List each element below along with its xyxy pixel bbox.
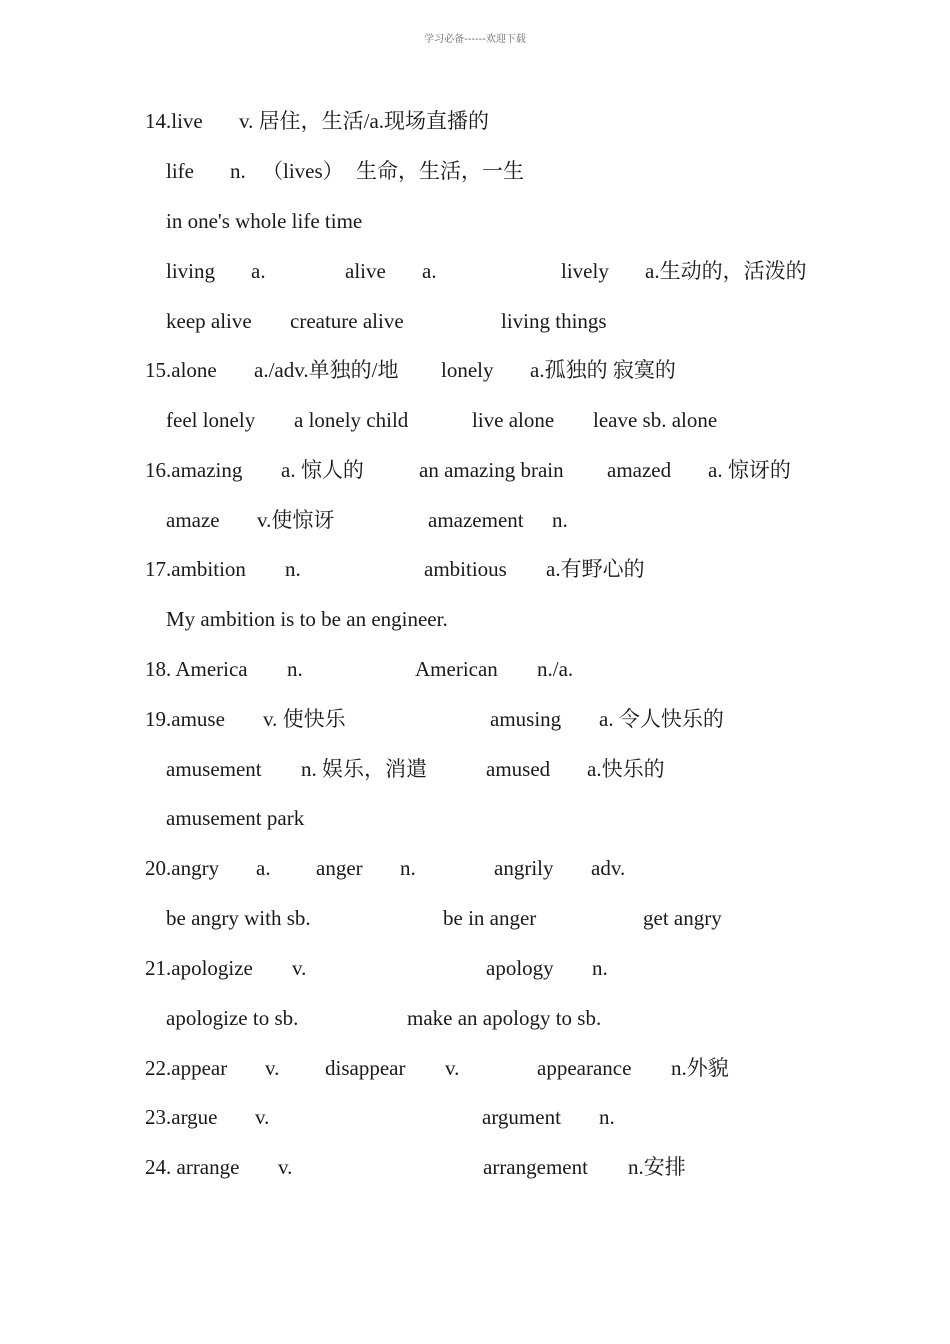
vocab-line [0, 1152, 950, 1182]
vocab-term: 20.angry [145, 856, 220, 880]
vocab-term: 22.appear [145, 1056, 228, 1080]
vocab-detail: be in anger [443, 906, 537, 930]
vocab-line [0, 853, 950, 883]
vocab-detail: argument [482, 1105, 561, 1129]
vocab-detail: v. 居住，生活/a.现场直播的 [239, 109, 490, 133]
vocab-line [0, 505, 950, 535]
vocab-term: 17.ambition [145, 557, 246, 581]
vocab-detail: apology [486, 956, 554, 980]
vocab-detail: a. 令人快乐的 [599, 707, 724, 731]
vocab-detail: n. [230, 159, 246, 183]
vocab-term: 19.amuse [145, 707, 225, 731]
vocab-detail: n. [400, 856, 416, 880]
vocab-detail: a.有野心的 [546, 557, 645, 581]
vocab-line [0, 704, 950, 734]
vocab-term: living [166, 259, 216, 283]
vocab-detail: v.使惊讶 [257, 508, 335, 532]
vocab-term: 21.apologize [145, 956, 253, 980]
page-header: 学习必备------欢迎下载 [424, 34, 526, 45]
vocab-detail: adv. [591, 856, 626, 880]
vocab-detail: leave sb. alone [593, 408, 718, 432]
vocab-term: 23.argue [145, 1105, 218, 1129]
vocab-line [0, 554, 950, 584]
vocab-detail: n. [552, 508, 568, 532]
vocab-term: 24. arrange [145, 1155, 240, 1179]
vocab-detail: disappear [325, 1056, 406, 1080]
vocab-line [0, 355, 950, 385]
vocab-term: in one's whole life time [166, 209, 363, 233]
vocab-detail: make an apology to sb. [407, 1006, 602, 1030]
vocab-detail: a.生动的，活泼的 [645, 259, 807, 283]
vocab-detail: a.快乐的 [587, 757, 665, 781]
vocab-detail: get angry [643, 906, 722, 930]
vocab-detail: appearance [537, 1056, 632, 1080]
vocab-detail: an amazing brain [419, 458, 564, 482]
vocab-detail: 生命，生活，一生 [356, 159, 524, 183]
vocab-detail: a. 惊讶的 [708, 458, 791, 482]
vocab-detail: amused [486, 757, 551, 781]
vocab-detail: n. 娱乐，消遣 [301, 757, 427, 781]
vocab-detail: amazed [607, 458, 672, 482]
vocab-line [0, 803, 950, 833]
vocab-detail: v. [445, 1056, 460, 1080]
vocab-line [0, 106, 950, 136]
vocab-detail: a. [251, 259, 266, 283]
vocab-term: amusement park [166, 806, 305, 830]
vocab-line [0, 654, 950, 684]
vocab-detail: v. [265, 1056, 280, 1080]
vocab-detail: anger [316, 856, 363, 880]
vocab-term: My ambition is to be an engineer. [166, 607, 448, 631]
vocab-detail: a. 惊人的 [281, 458, 364, 482]
vocab-detail: v. [292, 956, 307, 980]
vocab-line [0, 1102, 950, 1132]
vocab-detail: n. [287, 657, 303, 681]
vocab-detail: n.外貌 [671, 1056, 729, 1080]
vocab-term: 15.alone [145, 358, 217, 382]
vocab-detail: amazement [428, 508, 524, 532]
vocab-detail: n.安排 [628, 1155, 686, 1179]
vocab-detail: creature alive [290, 309, 404, 333]
vocab-line [0, 1053, 950, 1083]
vocab-detail: angrily [494, 856, 554, 880]
vocab-line [0, 903, 950, 933]
vocab-term: feel lonely [166, 408, 256, 432]
vocab-term: amusement [166, 757, 262, 781]
vocab-line [0, 306, 950, 336]
vocab-detail: lively [561, 259, 609, 283]
vocab-line [0, 455, 950, 485]
vocab-detail: v. [255, 1105, 270, 1129]
vocab-detail: n. [599, 1105, 615, 1129]
vocab-detail: （lives） [262, 159, 344, 183]
vocab-line [0, 156, 950, 186]
vocab-detail: alive [345, 259, 386, 283]
vocab-detail: v. 使快乐 [263, 707, 346, 731]
vocab-detail: American [415, 657, 498, 681]
vocab-term: 16.amazing [145, 458, 243, 482]
vocab-detail: living things [501, 309, 607, 333]
vocab-detail: amusing [490, 707, 562, 731]
vocab-detail: n. [285, 557, 301, 581]
vocab-detail: a. [422, 259, 437, 283]
vocab-line [0, 405, 950, 435]
vocab-detail: a.孤独的 寂寞的 [530, 358, 676, 382]
vocab-detail: a./adv.单独的/地 [254, 358, 399, 382]
vocab-term: keep alive [166, 309, 252, 333]
vocab-detail: a lonely child [294, 408, 409, 432]
vocab-term: life [166, 159, 194, 183]
vocab-line [0, 953, 950, 983]
vocab-detail: arrangement [483, 1155, 588, 1179]
vocab-term: amaze [166, 508, 220, 532]
vocab-line [0, 754, 950, 784]
vocab-line [0, 604, 950, 634]
vocab-term: be angry with sb. [166, 906, 311, 930]
vocab-detail: live alone [472, 408, 555, 432]
vocab-term: 18. America [145, 657, 248, 681]
vocab-detail: a. [256, 856, 271, 880]
vocab-line [0, 1003, 950, 1033]
vocab-line [0, 256, 950, 286]
vocab-detail: n. [592, 956, 608, 980]
vocab-detail: lonely [441, 358, 494, 382]
vocab-detail: v. [278, 1155, 293, 1179]
vocab-line [0, 206, 950, 236]
vocab-term: apologize to sb. [166, 1006, 299, 1030]
vocab-detail: ambitious [424, 557, 507, 581]
vocab-detail: n./a. [537, 657, 574, 681]
vocab-term: 14.live [145, 109, 203, 133]
